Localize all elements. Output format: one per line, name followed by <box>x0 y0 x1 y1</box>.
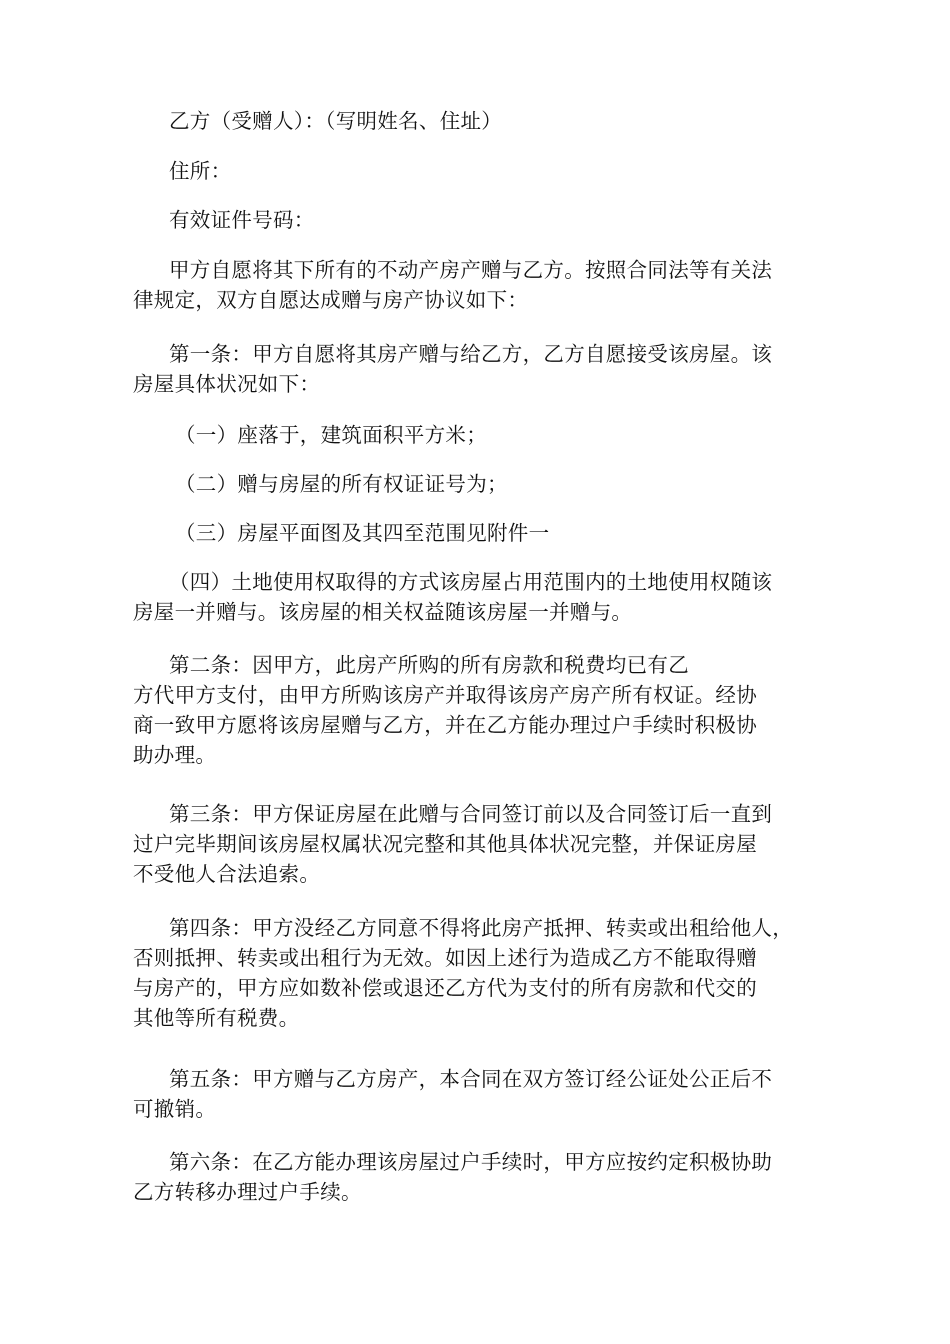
paragraph-line: 乙方（受赠人）：（写明姓名、住址） <box>169 109 503 133</box>
paragraph-line: 过户完毕期间该房屋权属状况完整和其他具体状况完整，并保证房屋 <box>133 832 757 856</box>
paragraph-line: 第三条：甲方保证房屋在此赠与合同签订前以及合同签订后一直到 <box>169 802 773 826</box>
paragraph-line: （四）土地使用权取得的方式该房屋占用范围内的土地使用权随该 <box>169 570 773 594</box>
item-1-line <box>133 420 833 450</box>
paragraph-line: 甲方自愿将其下所有的不动产房产赠与乙方。按照合同法等有关法 <box>169 258 773 282</box>
paragraph-line: 可撤销。 <box>133 1097 217 1121</box>
paragraph-line: 第四条：甲方没经乙方同意不得将此房产抵押、转卖或出租给他人， <box>169 916 793 940</box>
paragraph-line: 第二条：因甲方，此房产所购的所有房款和税费均已有乙 <box>169 653 689 677</box>
paragraph-line: 乙方转移办理过户手续。 <box>133 1180 362 1204</box>
paragraph-line: （三）房屋平面图及其四至范围见附件一 <box>175 521 550 545</box>
paragraph-line: 房屋一并赠与。该房屋的相关权益随该房屋一并赠与。 <box>133 600 633 624</box>
article-6-paragraph <box>133 1147 833 1207</box>
item-4-paragraph <box>133 567 833 627</box>
article-1-paragraph <box>133 339 833 399</box>
paragraph-line: 律规定，双方自愿达成赠与房产协议如下： <box>133 288 529 312</box>
paragraph-line: 其他等所有税费。 <box>133 1006 300 1030</box>
recipient-line <box>133 106 833 136</box>
article-5-paragraph <box>133 1064 833 1124</box>
paragraph-line: 助办理。 <box>133 743 217 767</box>
paragraph-line: 不受他人合法追索。 <box>133 862 321 886</box>
paragraph-line: 住所： <box>169 159 232 183</box>
paragraph-line: 否则抵押、转卖或出租行为无效。如因上述行为造成乙方不能取得赠 <box>133 946 757 970</box>
paragraph-line: 有效证件号码： <box>169 208 315 232</box>
article-4-paragraph <box>133 913 833 1033</box>
paragraph-line: （二）赠与房屋的所有权证证号为； <box>175 472 508 496</box>
paragraph-line: （一）座落于，建筑面积平方米； <box>175 423 487 447</box>
article-3-paragraph <box>133 799 833 889</box>
paragraph-line: 第六条：在乙方能办理该房屋过户手续时，甲方应按约定积极协助 <box>169 1150 773 1174</box>
item-2-line <box>133 469 833 499</box>
item-3-line <box>133 518 833 548</box>
paragraph-line: 第五条：甲方赠与乙方房产，本合同在双方签订经公证处公正后不 <box>169 1067 773 1091</box>
article-2-paragraph <box>133 650 833 770</box>
paragraph-line: 与房产的，甲方应如数补偿或退还乙方代为支付的所有房款和代交的 <box>133 976 757 1000</box>
id-number-line <box>133 205 833 235</box>
paragraph-line: 房屋具体状况如下： <box>133 372 321 396</box>
preamble-paragraph <box>133 255 833 315</box>
residence-line <box>133 156 833 186</box>
paragraph-line: 第一条：甲方自愿将其房产赠与给乙方，乙方自愿接受该房屋。该 <box>169 342 773 366</box>
paragraph-line: 方代甲方支付，由甲方所购该房产并取得该房产房产所有权证。经协 <box>133 683 757 707</box>
paragraph-line: 商一致甲方愿将该房屋赠与乙方，并在乙方能办理过户手续时积极协 <box>133 713 757 737</box>
